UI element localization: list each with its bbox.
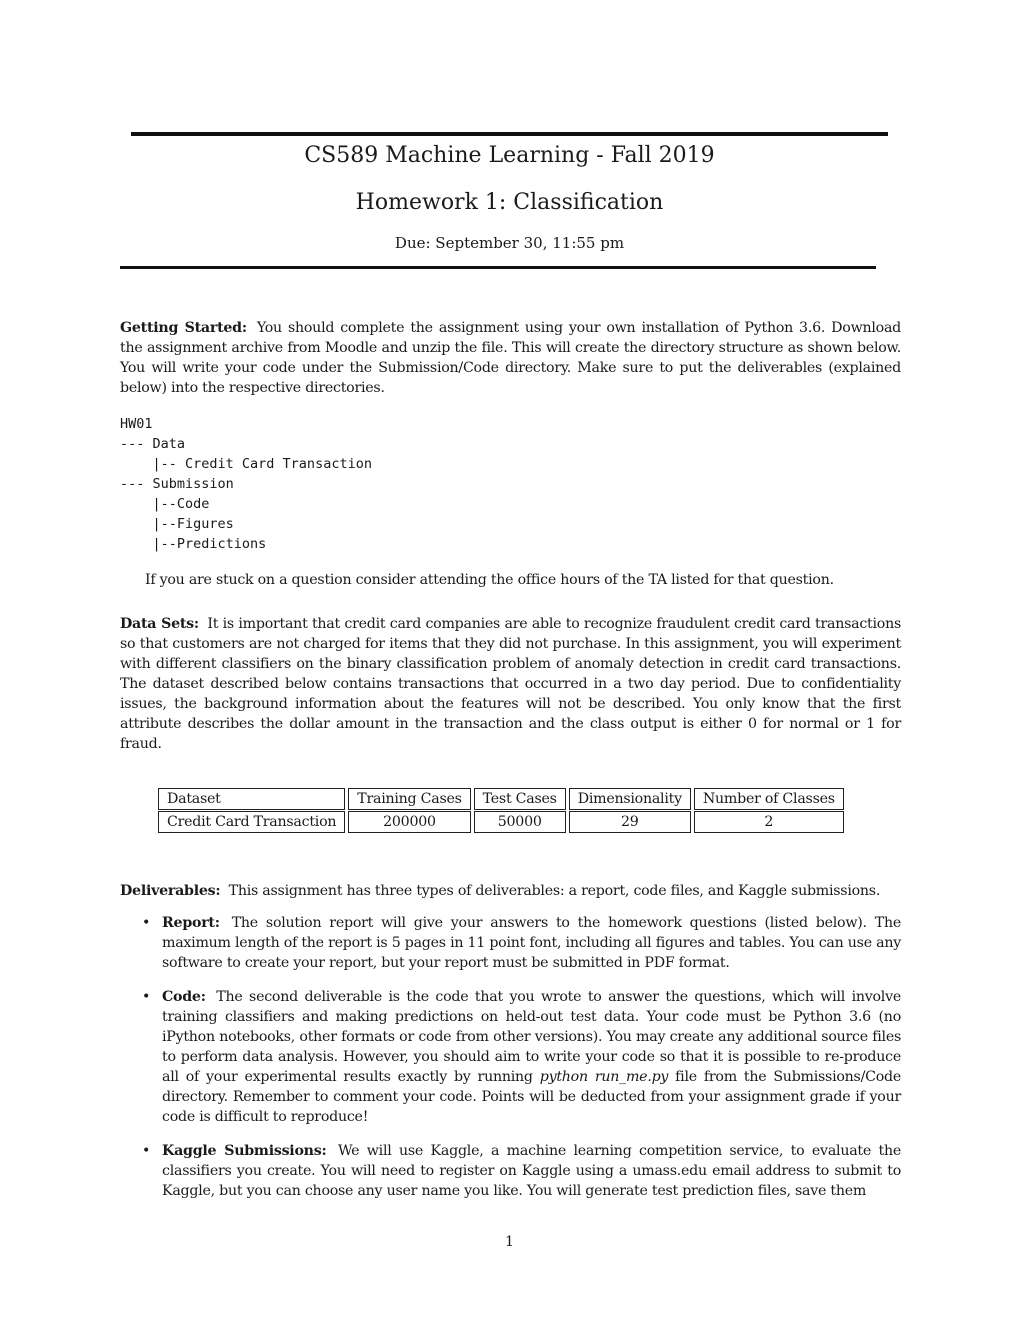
data-sets-label: Data Sets: (120, 616, 199, 632)
tree-line: --- Submission (120, 476, 234, 492)
table-cell: 200000 (348, 811, 470, 833)
kaggle-label: Kaggle Submissions: (162, 1143, 327, 1159)
list-item (120, 987, 901, 1127)
deliverables-label: Deliverables: (120, 883, 221, 899)
code-text-before: The second deliverable is the code that you wrote to answer the questions, which will involve training classifiers and making predictions on held-out test data. Your code must be Python 3.6 (no iPython notebooks, other formats or code from other versions). You may create any additional source files to perform data analysis. However, you should aim to write your code so that it is possible to re-produce all of your experimental results exactly by running (162, 989, 901, 1085)
bullet-icon: • (142, 915, 151, 931)
deliverables-paragraph (120, 881, 901, 901)
report-text: The solution report will give your answers to the homework questions (listed below). The maximum length of the report is 5 pages in 11 point font, including all figures and tables. You can use any software to create your report, but your report must be submitted in PDF format. (162, 915, 902, 971)
tree-line: |--Predictions (120, 536, 267, 552)
title-bottom-rule (120, 266, 876, 269)
tree-line: |--Figures (120, 516, 234, 532)
data-sets-text: It is important that credit card companies are able to recognize fraudulent credit card transactions so that customers are not charged for items that they did not purchase. In this assignment, you will experiment with different classifiers on the binary classification problem of anomaly detection in credit card transactions. The dataset described below contains transactions that occurred in a two day period. Due to confidentiality issues, the background information about the features will not be described. You only know that the first attribute describes the dollar amount in the transaction and the class output is either 0 for normal or 1 for fraud. (120, 616, 902, 752)
code-text-after: file from the Submissions/Code directory. Remember to comment your code. Points will be deducted from your assignment grade if your code is difficult to reproduce! (162, 1069, 901, 1125)
bullet-icon: • (142, 1143, 151, 1159)
tree-line: HW01 (120, 416, 153, 432)
getting-started-paragraph (120, 318, 901, 398)
table-header-cell: Training Cases (348, 788, 470, 810)
getting-started-label: Getting Started: (120, 320, 247, 336)
course-title: CS589 Machine Learning - Fall 2019 (304, 143, 715, 168)
homework-title: Homework 1: Classification (355, 190, 664, 215)
table-header-row (158, 788, 844, 810)
directory-tree (120, 414, 372, 554)
table-header-cell: Dataset (158, 788, 345, 810)
tree-line: |--Code (120, 496, 210, 512)
data-sets-paragraph (120, 614, 901, 754)
deliverables-text: This assignment has three types of deliverables: a report, code files, and Kaggle submissions. (228, 883, 881, 899)
dataset-table (155, 787, 847, 834)
office-hours-tip: If you are stuck on a question consider attending the office hours of the TA listed for that question. (145, 572, 834, 588)
deliverables-list (120, 913, 901, 1201)
run-command: python run_me.py (539, 1069, 669, 1085)
page-number: 1 (504, 1234, 515, 1250)
tree-line: --- Data (120, 436, 186, 452)
due-date: Due: September 30, 11:55 pm (394, 234, 625, 252)
table-header-cell: Number of Classes (694, 788, 844, 810)
table-cell: 29 (569, 811, 691, 833)
table-cell: Credit Card Transaction (158, 811, 345, 833)
table-row (158, 811, 844, 833)
report-label: Report: (162, 915, 220, 931)
table-header-cell: Dimensionality (569, 788, 691, 810)
list-item (120, 913, 901, 973)
kaggle-text: We will use Kaggle, a machine learning competition service, to evaluate the classifiers you create. You will need to register on Kaggle using a umass.edu email address to submit to Kaggle, but you can choose any user name you like. You will generate test prediction files, save them (162, 1143, 901, 1199)
code-label: Code: (162, 989, 206, 1005)
table-header-cell: Test Cases (474, 788, 566, 810)
bullet-icon: • (142, 989, 151, 1005)
table-cell: 50000 (474, 811, 566, 833)
table-cell: 2 (694, 811, 844, 833)
title-top-rule (131, 132, 888, 136)
tree-line: |-- Credit Card Transaction (120, 456, 372, 472)
list-item (120, 1141, 901, 1201)
getting-started-text: You should complete the assignment using your own installation of Python 3.6. Download the assignment archive from Moodle and unzip the file. This will create the directory structure as shown below. You will write your code under the Submission/Code directory. Make sure to put the deliverables (explained below) into the respective directories. (120, 320, 901, 396)
